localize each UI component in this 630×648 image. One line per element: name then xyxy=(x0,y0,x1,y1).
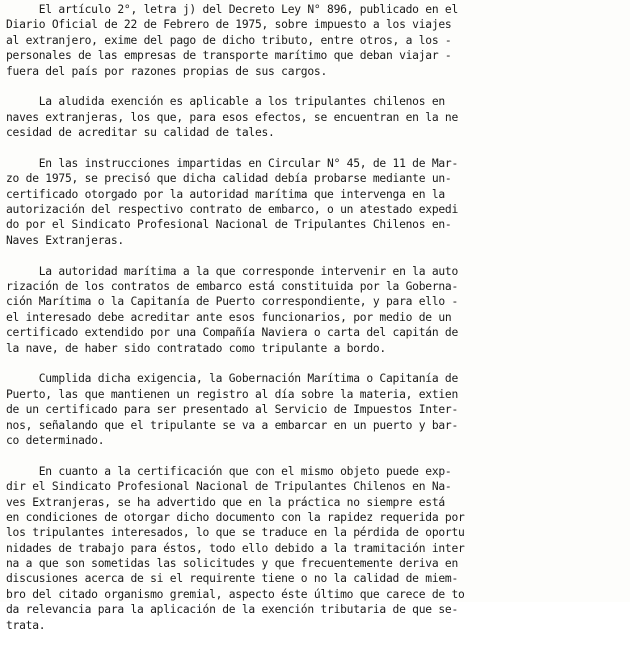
text-line: la nave, de haber sido contratado como tripulante a bordo. xyxy=(6,341,386,355)
text-line: nos, señalando que el tripulante se va a embarcar en un puerto y bar- xyxy=(6,418,459,432)
text-line: dir el Sindicato Profesional Nacional de Tripulantes Chilenos en Na- xyxy=(6,480,452,494)
paragraph-3 xyxy=(6,156,626,248)
text-line: certificado extendido por una Compañía Naviera o carta del capitán de xyxy=(6,326,459,340)
text-line: ves Extranjeras, se ha advertido que en la práctica no siempre está xyxy=(6,495,445,509)
paragraph-4 xyxy=(6,264,626,356)
text-line: naves extranjeras, los que, para esos efectos, se encuentran en la ne xyxy=(6,110,459,124)
text-line: cesidad de acreditar su calidad de tales. xyxy=(6,126,275,140)
text-line: do por el Sindicato Profesional Nacional de Tripulantes Chilenos en- xyxy=(6,218,452,232)
document-body xyxy=(6,2,626,648)
text-line: certificado otorgado por la autoridad marítima que intervenga en la xyxy=(6,187,445,201)
text-line: zo de 1975, se precisó que dicha calidad debía probarse mediante un- xyxy=(6,172,452,186)
text-line: en condiciones de otorgar dicho documento con la rapidez requerida por xyxy=(6,510,465,524)
text-line: al extranjero, exime del pago de dicho tributo, entre otros, a los - xyxy=(6,33,452,47)
text-line: fuera del país por razones propias de sus cargos. xyxy=(6,64,328,78)
text-line: Cumplida dicha exigencia, la Gobernación Marítima o Capitanía de xyxy=(6,372,459,386)
text-line: autorización del respectivo contrato de embarco, o un atestado expedi xyxy=(6,203,459,217)
text-line: La autoridad marítima a la que corresponde intervenir en la auto xyxy=(6,264,459,278)
text-line: bro del citado organismo gremial, aspecto éste último que carece de to xyxy=(6,587,465,601)
text-line: ción Marítima o la Capitanía de Puerto correspondiente, y para ello - xyxy=(6,295,459,309)
text-line: rización de los contratos de embarco está constituida por la Goberna- xyxy=(6,280,459,294)
text-line: da relevancia para la aplicación de la exención tributaria de que se- xyxy=(6,603,459,617)
text-line: Puerto, las que mantienen un registro al día sobre la materia, extien xyxy=(6,387,459,401)
text-line: el interesado debe acreditar ante esos funcionarios, por medio de un xyxy=(6,310,452,324)
paragraph-6 xyxy=(6,464,626,633)
text-line: na a que son sometidas las solicitudes y que frecuentemente deriva en xyxy=(6,557,459,571)
text-line: nidades de trabajo para éstos, todo ello debido a la tramitación inter xyxy=(6,541,465,555)
text-line: En las instrucciones impartidas en Circular N° 45, de 11 de Mar- xyxy=(6,156,459,170)
paragraph-1 xyxy=(6,2,626,79)
text-line: Naves Extranjeras. xyxy=(6,233,124,247)
text-line: trata. xyxy=(6,618,46,632)
text-line: El artículo 2°, letra j) del Decreto Ley N° 896, publicado en el xyxy=(6,3,459,16)
paragraph-2 xyxy=(6,94,626,140)
text-line: Diario Oficial de 22 de Febrero de 1975, sobre impuesto a los viajes xyxy=(6,18,452,32)
text-line: La aludida exención es aplicable a los tripulantes chilenos en xyxy=(6,95,445,109)
paragraph-5 xyxy=(6,371,626,448)
text-line: discusiones acerca de si el requirente tiene o no la calidad de miem- xyxy=(6,572,459,586)
text-line: personales de las empresas de transporte marítimo que deban viajar - xyxy=(6,49,452,63)
text-line: de un certificado para ser presentado al Servicio de Impuestos Inter- xyxy=(6,403,459,417)
text-line: co determinado. xyxy=(6,433,105,447)
text-line: los tripulantes interesados, lo que se traduce en la pérdida de oportu xyxy=(6,526,465,540)
text-line: En cuanto a la certificación que con el mismo objeto puede exp- xyxy=(6,464,452,478)
